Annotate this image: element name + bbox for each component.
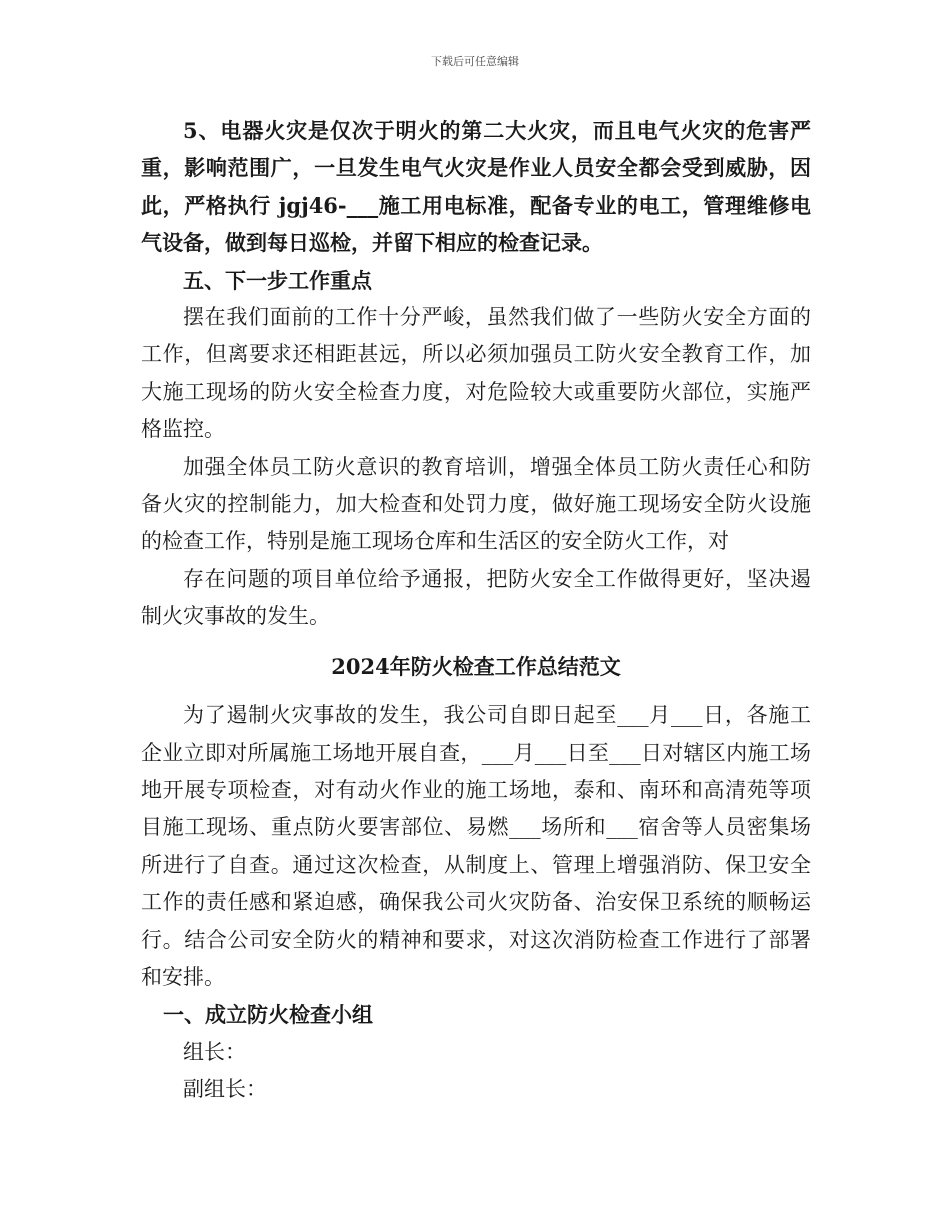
section-heading-5: 五、下一步工作重点 xyxy=(183,267,372,293)
document-title: 2024年防火检查工作总结范文 xyxy=(331,653,621,679)
deputy-leader-field: 副组长： xyxy=(183,1077,267,1102)
item-5-paragraph: 5、电器火灾是仅次于明火的第二大火灾，而且电气火灾的危害严重，影响范围广，一旦发生电气火灾是作业人员安全都会受到威胁，因此，严格执行 jgj46-___施工用电标准，配备专业的电工，管理维修电气设备，做到每日巡检，并留下相应的检查记录。 xyxy=(141,118,811,256)
intro-paragraph: 为了遏制火灾事故的发生，我公司自即日起至___月___日，各施工企业立即对所属施工场地开展自查，___月___日至___日对辖区内施工场地开展专项检查，对有动火作业的施工场地，泰和、南环和高清苑等项目施工现场、重点防火要害部位、易燃___场所和___宿舍等人员密集场所进行了自查。通过这次检查，从制度上、管理上增强消防、保卫安全工作的责任感和紧迫感，确保我公司火灾防备、治安保卫系统的顺畅运行。结合公司安全防火的精神和要求，对这次消防检查工作进行了部署和安排。 xyxy=(141,703,811,989)
paragraph-work-focus-3: 存在问题的项目单位给予通报，把防火安全工作做得更好，坚决遏制火灾事故的发生。 xyxy=(141,566,811,629)
document-body xyxy=(141,112,811,1109)
leader-field: 组长： xyxy=(183,1039,246,1064)
paragraph-work-focus-2: 加强全体员工防火意识的教育培训，增强全体员工防火责任心和防备火灾的控制能力，加大检查和处罚力度，做好施工现场安全防火设施的检查工作，特别是施工现场仓库和生活区的安全防火工作，对 xyxy=(141,454,811,554)
section-heading-1: 一、成立防火检查小组 xyxy=(163,1002,374,1028)
header-note: 下载后可任意编辑 xyxy=(431,55,519,68)
paragraph-work-focus-1: 摆在我们面前的工作十分严峻，虽然我们做了一些防火安全方面的工作，但离要求还相距甚远，所以必须加强员工防火安全教育工作，加大施工现场的防火安全检查力度，对危险较大或重要防火部位，实施严格监控。 xyxy=(141,305,811,442)
